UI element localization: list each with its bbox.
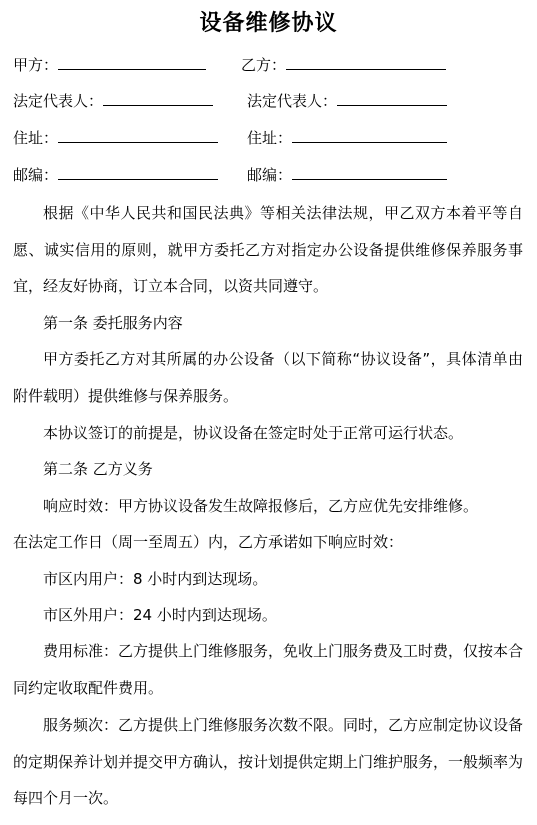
document-title: 设备维修协议	[199, 10, 338, 36]
rep-a-label: 法定代表人：	[13, 92, 104, 110]
rep-b-field[interactable]	[247, 91, 447, 111]
postcode-a-label: 邮编：	[13, 166, 59, 184]
address-a-field[interactable]	[13, 128, 218, 148]
paragraph-service-frequency: 服务频次：乙方提供上门维修服务次数不限。同时，乙方应制定协议设备的定期保养计划并提交甲方确认，按计划提供定期上门维护服务，一般频率为每四个月一次。	[13, 716, 524, 807]
address-b-label: 住址：	[247, 129, 293, 147]
paragraph-precondition: 本协议签订的前提是，协议设备在签定时处于正常可运行状态。	[43, 424, 464, 442]
address-b-blank[interactable]	[292, 128, 447, 143]
party-b-blank[interactable]	[286, 55, 446, 70]
paragraph-urban-users: 市区内用户：8 小时内到达现场。	[43, 570, 268, 588]
postcode-b-label: 邮编：	[247, 166, 293, 184]
paragraph-fee-standard: 费用标准：乙方提供上门维修服务，免收上门服务费及工时费，仅按本合同约定收取配件费用。	[13, 642, 524, 697]
paragraph-suburban-users: 市区外用户：24 小时内到达现场。	[43, 606, 277, 624]
rep-b-label: 法定代表人：	[247, 92, 338, 110]
postcode-b-blank[interactable]	[292, 165, 447, 180]
article-2-heading: 第二条 乙方义务	[43, 460, 153, 478]
address-b-field[interactable]	[247, 128, 447, 148]
paragraph-service-content: 甲方委托乙方对其所属的办公设备（以下简称“协议设备”，具体清单由附件载明）提供维修与保养服务。	[13, 350, 523, 405]
paragraph-working-days: 在法定工作日（周一至周五）内，乙方承诺如下响应时效：	[13, 533, 404, 551]
party-a-label: 甲方：	[13, 56, 59, 74]
postcode-a-field[interactable]	[13, 165, 218, 185]
rep-a-blank[interactable]	[103, 91, 213, 106]
address-a-label: 住址：	[13, 129, 59, 147]
paragraph-preamble: 根据《中华人民共和国民法典》等相关法律法规，甲乙双方本着平等自愿、诚实信用的原则，就甲方委托乙方对指定办公设备提供维修保养服务事宜，经友好协商，订立本合同，以资共同遵守。	[13, 204, 523, 295]
postcode-a-blank[interactable]	[58, 165, 218, 180]
postcode-b-field[interactable]	[247, 165, 447, 185]
rep-b-blank[interactable]	[337, 91, 447, 106]
rep-a-field[interactable]	[13, 91, 213, 111]
article-1-heading: 第一条 委托服务内容	[43, 314, 183, 332]
party-a-field[interactable]	[13, 55, 206, 75]
address-a-blank[interactable]	[58, 128, 218, 143]
party-b-label: 乙方：	[241, 56, 287, 74]
party-a-blank[interactable]	[58, 55, 206, 70]
paragraph-response-time: 响应时效：甲方协议设备发生故障报修后，乙方应优先安排维修。	[43, 497, 479, 515]
party-b-field[interactable]	[241, 55, 446, 75]
